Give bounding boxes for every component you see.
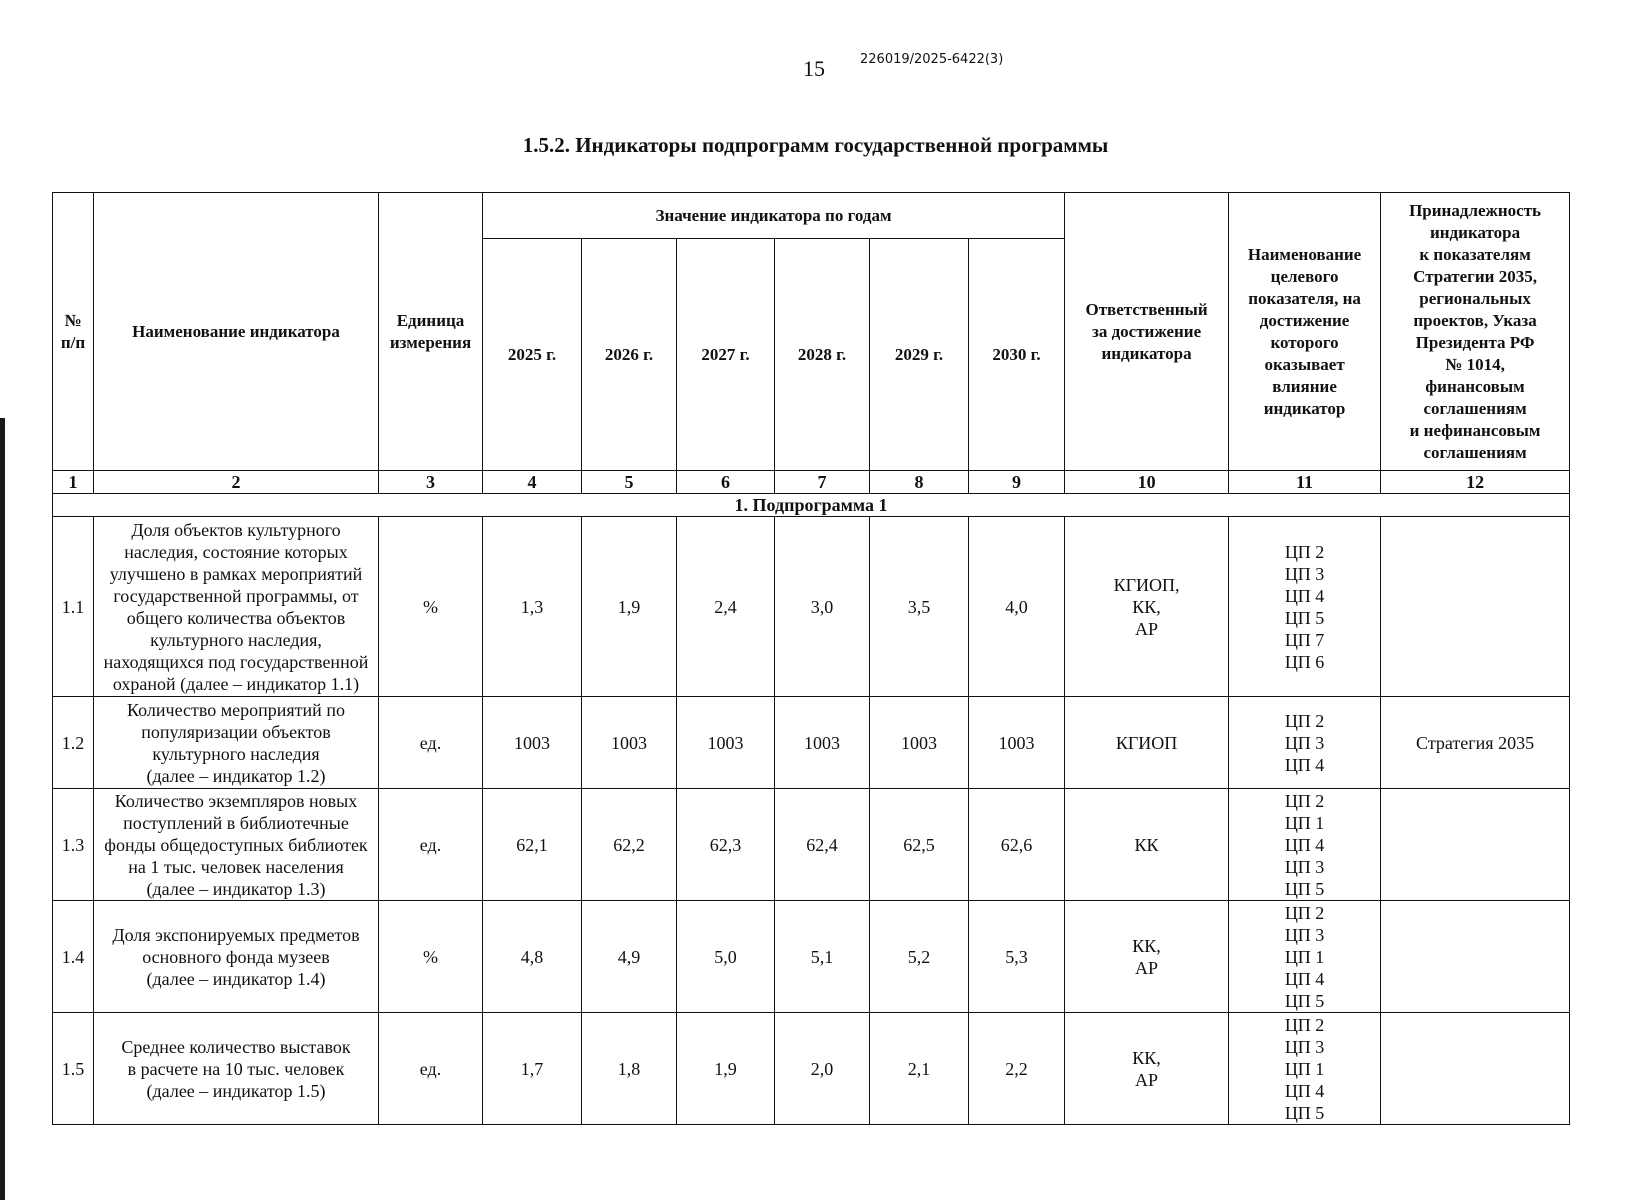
- row-target: ЦП 2 ЦП 1 ЦП 4 ЦП 3 ЦП 5: [1229, 789, 1381, 901]
- header-target-indicator: Наименование целевого показателя, на достижение которого оказывает влияние индикатор: [1229, 193, 1381, 471]
- document-id: 226019/2025-6422(3): [860, 52, 1004, 67]
- column-number: 3: [379, 471, 483, 494]
- value-cell: 4,0: [969, 517, 1065, 697]
- table-row: [53, 1013, 1570, 1125]
- value-cell: 1003: [969, 697, 1065, 789]
- row-belonging: [1381, 1013, 1570, 1125]
- row-unit: %: [379, 901, 483, 1013]
- subprogram-title: 1. Подпрограмма 1: [53, 494, 1570, 517]
- value-cell: 1003: [582, 697, 677, 789]
- value-cell: 1,9: [582, 517, 677, 697]
- row-responsible: КГИОП, КК, АР: [1065, 517, 1229, 697]
- scan-edge-strip: [0, 418, 5, 1200]
- header-no: № п/п: [53, 193, 94, 471]
- row-unit: ед.: [379, 1013, 483, 1125]
- row-belonging: [1381, 517, 1570, 697]
- row-no: 1.3: [53, 789, 94, 901]
- row-belonging: [1381, 789, 1570, 901]
- row-target: ЦП 2 ЦП 3 ЦП 1 ЦП 4 ЦП 5: [1229, 901, 1381, 1013]
- value-cell: 5,2: [870, 901, 969, 1013]
- indicator-name: Количество экземпляров новых поступлений в библиотечные фонды общедоступных библиотек на 1 тыс. человек населения (далее – индикатор 1.3): [94, 789, 379, 901]
- row-belonging: [1381, 901, 1570, 1013]
- value-cell: 2,1: [870, 1013, 969, 1125]
- value-cell: 5,1: [775, 901, 870, 1013]
- value-cell: 4,9: [582, 901, 677, 1013]
- indicator-name: Среднее количество выставок в расчете на 10 тыс. человек (далее – индикатор 1.5): [94, 1013, 379, 1125]
- value-cell: 62,2: [582, 789, 677, 901]
- column-number: 5: [582, 471, 677, 494]
- value-cell: 62,3: [677, 789, 775, 901]
- row-no: 1.1: [53, 517, 94, 697]
- value-cell: 3,0: [775, 517, 870, 697]
- column-number: 7: [775, 471, 870, 494]
- indicators-table: [52, 192, 1570, 1125]
- row-responsible: КК: [1065, 789, 1229, 901]
- row-target: ЦП 2 ЦП 3 ЦП 1 ЦП 4 ЦП 5: [1229, 1013, 1381, 1125]
- column-number: 9: [969, 471, 1065, 494]
- row-no: 1.5: [53, 1013, 94, 1125]
- column-numbers-row: [53, 471, 1570, 494]
- table-row: [53, 697, 1570, 789]
- column-number: 2: [94, 471, 379, 494]
- header-year: 2029 г.: [870, 239, 969, 471]
- value-cell: 4,8: [483, 901, 582, 1013]
- value-cell: 2,0: [775, 1013, 870, 1125]
- indicator-name: Количество мероприятий по популяризации объектов культурного наследия (далее – индикатор 1.2): [94, 697, 379, 789]
- value-cell: 2,4: [677, 517, 775, 697]
- row-target: ЦП 2 ЦП 3 ЦП 4: [1229, 697, 1381, 789]
- value-cell: 62,4: [775, 789, 870, 901]
- value-cell: 1003: [677, 697, 775, 789]
- indicator-name: Доля экспонируемых предметов основного фонда музеев (далее – индикатор 1.4): [94, 901, 379, 1013]
- column-number: 12: [1381, 471, 1570, 494]
- header-unit: Единица измерения: [379, 193, 483, 471]
- row-responsible: КК, АР: [1065, 1013, 1229, 1125]
- header-year: 2027 г.: [677, 239, 775, 471]
- header-year: 2025 г.: [483, 239, 582, 471]
- table-row: [53, 901, 1570, 1013]
- page-title: 1.5.2. Индикаторы подпрограмм государственной программы: [522, 133, 1109, 157]
- column-number: 6: [677, 471, 775, 494]
- row-unit: ед.: [379, 789, 483, 901]
- row-responsible: КК, АР: [1065, 901, 1229, 1013]
- page-number: 15: [803, 56, 825, 81]
- column-number: 8: [870, 471, 969, 494]
- value-cell: 62,6: [969, 789, 1065, 901]
- value-cell: 3,5: [870, 517, 969, 697]
- value-cell: 1003: [483, 697, 582, 789]
- indicator-name: Доля объектов культурного наследия, состояние которых улучшено в рамках мероприятий государственной программы, от общего количества объектов культурного наследия, находящихся под государственной охраной (далее – индикатор 1.1): [94, 517, 379, 697]
- row-belonging: Стратегия 2035: [1381, 697, 1570, 789]
- subprogram-row: [53, 494, 1570, 517]
- header-indicator-name: Наименование индикатора: [94, 193, 379, 471]
- column-number: 1: [53, 471, 94, 494]
- header-year: 2028 г.: [775, 239, 870, 471]
- header-year: 2030 г.: [969, 239, 1065, 471]
- row-responsible: КГИОП: [1065, 697, 1229, 789]
- value-cell: 62,1: [483, 789, 582, 901]
- value-cell: 1003: [775, 697, 870, 789]
- column-number: 4: [483, 471, 582, 494]
- value-cell: 2,2: [969, 1013, 1065, 1125]
- header-year: 2026 г.: [582, 239, 677, 471]
- value-cell: 5,3: [969, 901, 1065, 1013]
- value-cell: 1,8: [582, 1013, 677, 1125]
- table-row: [53, 517, 1570, 697]
- header-years-group: Значение индикатора по годам: [483, 193, 1065, 239]
- value-cell: 5,0: [677, 901, 775, 1013]
- header-belonging: Принадлежность индикатора к показателям Стратегии 2035, региональных проектов, Указа Президента РФ № 1014, финансовым соглашениям и нефинансовым соглашениям: [1381, 193, 1570, 471]
- value-cell: 1,9: [677, 1013, 775, 1125]
- row-unit: %: [379, 517, 483, 697]
- row-target: ЦП 2 ЦП 3 ЦП 4 ЦП 5 ЦП 7 ЦП 6: [1229, 517, 1381, 697]
- table-row: [53, 789, 1570, 901]
- row-no: 1.4: [53, 901, 94, 1013]
- value-cell: 1,3: [483, 517, 582, 697]
- value-cell: 62,5: [870, 789, 969, 901]
- row-no: 1.2: [53, 697, 94, 789]
- header-responsible: Ответственный за достижение индикатора: [1065, 193, 1229, 471]
- column-number: 11: [1229, 471, 1381, 494]
- value-cell: 1,7: [483, 1013, 582, 1125]
- row-unit: ед.: [379, 697, 483, 789]
- column-number: 10: [1065, 471, 1229, 494]
- value-cell: 1003: [870, 697, 969, 789]
